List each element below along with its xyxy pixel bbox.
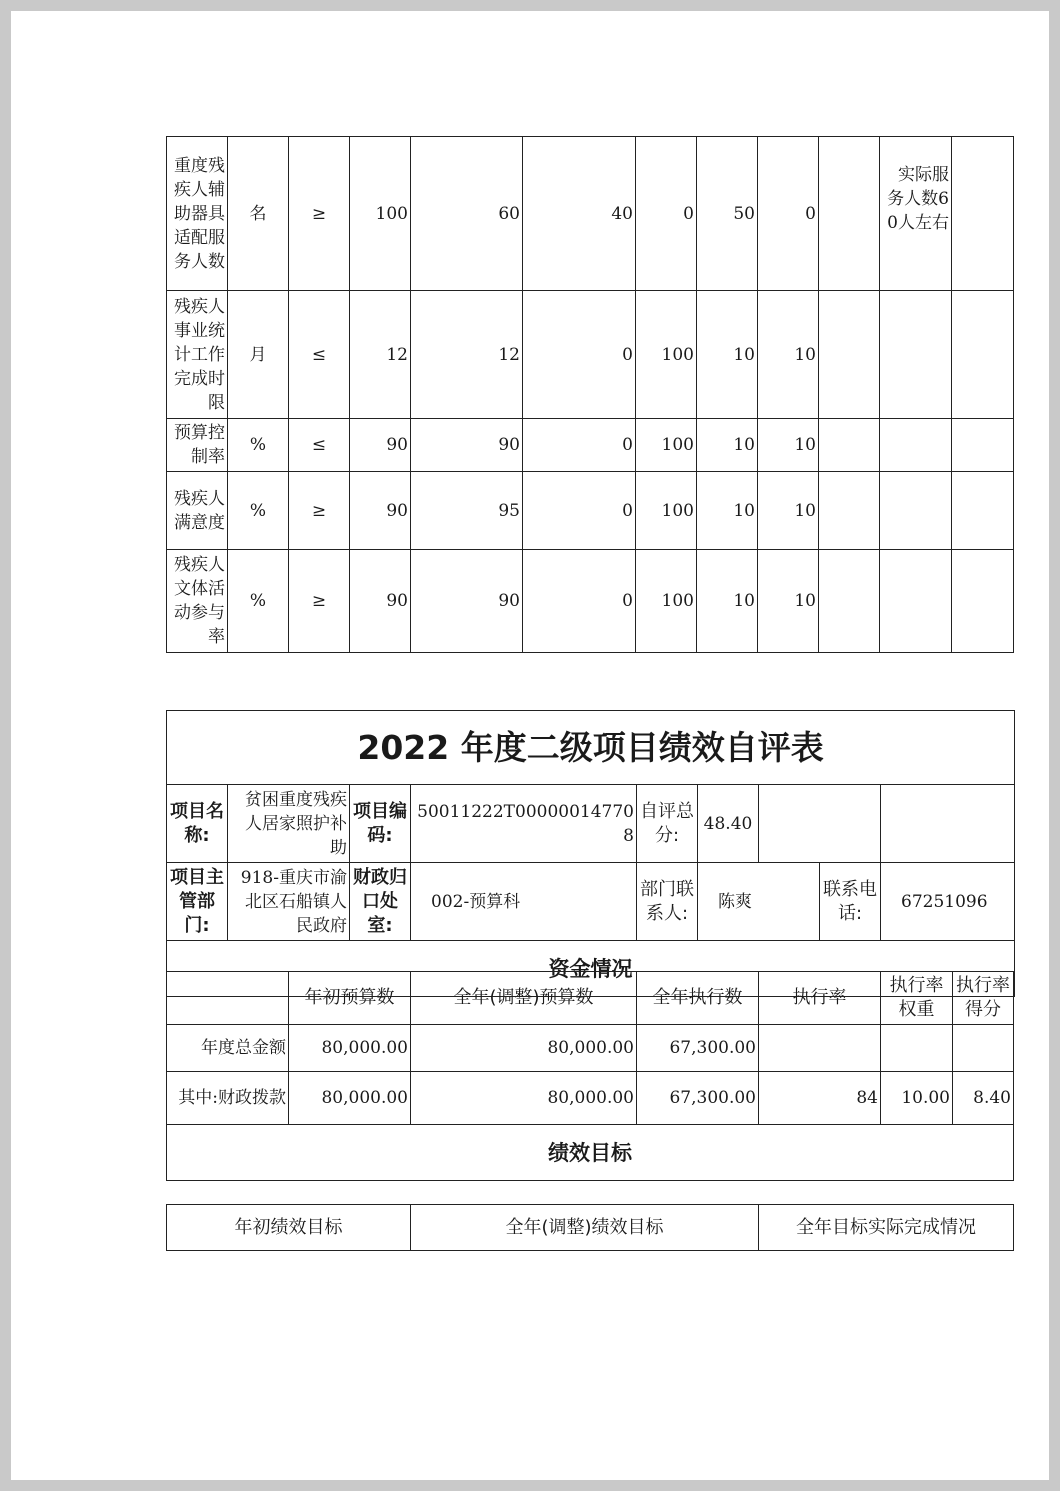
funds-score: 8.40 [953, 1072, 1014, 1125]
funds-adjusted: 80,000.00 [411, 1025, 637, 1072]
indicator-reason [819, 550, 880, 653]
self-score: 48.40 [698, 785, 759, 863]
col-actual-completion: 全年目标实际完成情况 [759, 1205, 1014, 1251]
indicator-note [880, 550, 952, 653]
col-rate-weight: 执行率权重 [881, 972, 953, 1025]
col-executed: 全年执行数 [637, 972, 759, 1025]
indicator-note [880, 472, 952, 550]
funds-executed: 67,300.00 [637, 1025, 759, 1072]
phone-label: 联系电话: [820, 863, 881, 941]
indicator-rate: 100 [636, 291, 697, 419]
project-code-label: 项目编码: [350, 785, 411, 863]
contact-person: 陈爽 [698, 863, 820, 941]
col-rate-score: 执行率得分 [953, 972, 1014, 1025]
indicator-rate: 0 [636, 137, 697, 291]
indicator-note [880, 291, 952, 419]
indicator-target: 90 [350, 550, 411, 653]
indicator-reason [819, 137, 880, 291]
department-label: 项目主管部门: [167, 863, 228, 941]
funds-table [166, 971, 1014, 1181]
indicator-score: 10 [758, 550, 819, 653]
indicator-rate: 100 [636, 419, 697, 472]
department-info-row [167, 863, 1015, 941]
form-title: 2022 年度二级项目绩效自评表 [167, 711, 1015, 785]
indicator-unit: 名 [228, 137, 289, 291]
contact-label: 部门联系人: [637, 863, 698, 941]
indicator-weight: 50 [697, 137, 758, 291]
indicator-target: 90 [350, 472, 411, 550]
indicator-target: 90 [350, 419, 411, 472]
indicator-operator: ≥ [289, 550, 350, 653]
indicator-rate: 100 [636, 472, 697, 550]
indicator-unit: % [228, 419, 289, 472]
indicator-target: 12 [350, 291, 411, 419]
funds-weight: 10.00 [881, 1072, 953, 1125]
indicator-table [166, 136, 1014, 653]
indicator-deviation: 0 [523, 472, 636, 550]
project-code: 50011222T000000147708 [411, 785, 637, 863]
goals-header-row [167, 1205, 1014, 1251]
finance-office: 002-预算科 [411, 863, 637, 941]
funds-row-label: 年度总金额 [167, 1025, 289, 1072]
indicator-target: 100 [350, 137, 411, 291]
indicator-deviation: 0 [523, 550, 636, 653]
indicator-name: 重度残疾人辅助器具适配服务人数 [167, 137, 228, 291]
col-adjusted-goal: 全年(调整)绩效目标 [411, 1205, 759, 1251]
project-name: 贫困重度残疾人居家照护补助 [228, 785, 350, 863]
col-initial-goal: 年初绩效目标 [167, 1205, 411, 1251]
project-name-label: 项目名称: [167, 785, 228, 863]
goals-table [166, 1204, 1014, 1251]
indicator-rate: 100 [636, 550, 697, 653]
finance-office-label: 财政归口处室: [350, 863, 411, 941]
indicator-actual: 95 [411, 472, 523, 550]
col-adjusted-budget: 全年(调整)预算数 [411, 972, 637, 1025]
self-score-label: 自评总分: [637, 785, 698, 863]
indicator-weight: 10 [697, 419, 758, 472]
indicator-deviation: 40 [523, 137, 636, 291]
indicator-note [880, 419, 952, 472]
indicator-actual: 60 [411, 137, 523, 291]
funds-weight [881, 1025, 953, 1072]
indicator-note: 实际服务人数60人左右 [880, 137, 952, 291]
indicator-operator: ≥ [289, 137, 350, 291]
department: 918-重庆市渝北区石船镇人民政府 [228, 863, 350, 941]
col-execution-rate: 执行率 [759, 972, 881, 1025]
indicator-reason [819, 472, 880, 550]
indicator-deviation: 0 [523, 419, 636, 472]
funds-initial: 80,000.00 [289, 1072, 411, 1125]
indicator-score: 10 [758, 472, 819, 550]
table-row [167, 1072, 1014, 1125]
indicator-actual: 12 [411, 291, 523, 419]
table-row [167, 550, 1014, 653]
indicator-score: 10 [758, 419, 819, 472]
project-info-row [167, 785, 1015, 863]
phone-number: 67251096 [881, 863, 1015, 941]
indicator-reason [819, 291, 880, 419]
indicator-score: 10 [758, 291, 819, 419]
indicator-reason [819, 419, 880, 472]
indicator-weight: 10 [697, 472, 758, 550]
self-evaluation-form [166, 710, 1015, 997]
funds-row-label: 其中:财政拨款 [167, 1072, 289, 1125]
table-row [167, 419, 1014, 472]
indicator-operator: ≤ [289, 291, 350, 419]
goals-section-title: 绩效目标 [167, 1125, 1014, 1181]
col-initial-budget: 年初预算数 [289, 972, 411, 1025]
funds-executed: 67,300.00 [637, 1072, 759, 1125]
funds-adjusted: 80,000.00 [411, 1072, 637, 1125]
indicator-unit: % [228, 472, 289, 550]
indicator-name: 残疾人事业统计工作完成时限 [167, 291, 228, 419]
funds-score [953, 1025, 1014, 1072]
indicator-score: 0 [758, 137, 819, 291]
indicator-unit: 月 [228, 291, 289, 419]
funds-header-row [167, 972, 1014, 1025]
indicator-operator: ≤ [289, 419, 350, 472]
indicator-name: 预算控制率 [167, 419, 228, 472]
funds-initial: 80,000.00 [289, 1025, 411, 1072]
indicator-weight: 10 [697, 291, 758, 419]
funds-rate: 84 [759, 1072, 881, 1125]
indicator-name: 残疾人文体活动参与率 [167, 550, 228, 653]
indicator-actual: 90 [411, 550, 523, 653]
indicator-name: 残疾人满意度 [167, 472, 228, 550]
indicator-deviation: 0 [523, 291, 636, 419]
document-page [11, 11, 1049, 1480]
indicator-operator: ≥ [289, 472, 350, 550]
indicator-actual: 90 [411, 419, 523, 472]
funds-section-title: 资金情况 [167, 941, 1015, 997]
table-row [167, 1025, 1014, 1072]
table-row [167, 472, 1014, 550]
table-row [167, 291, 1014, 419]
funds-rate [759, 1025, 881, 1072]
table-row [167, 137, 1014, 291]
indicator-unit: % [228, 550, 289, 653]
indicator-weight: 10 [697, 550, 758, 653]
